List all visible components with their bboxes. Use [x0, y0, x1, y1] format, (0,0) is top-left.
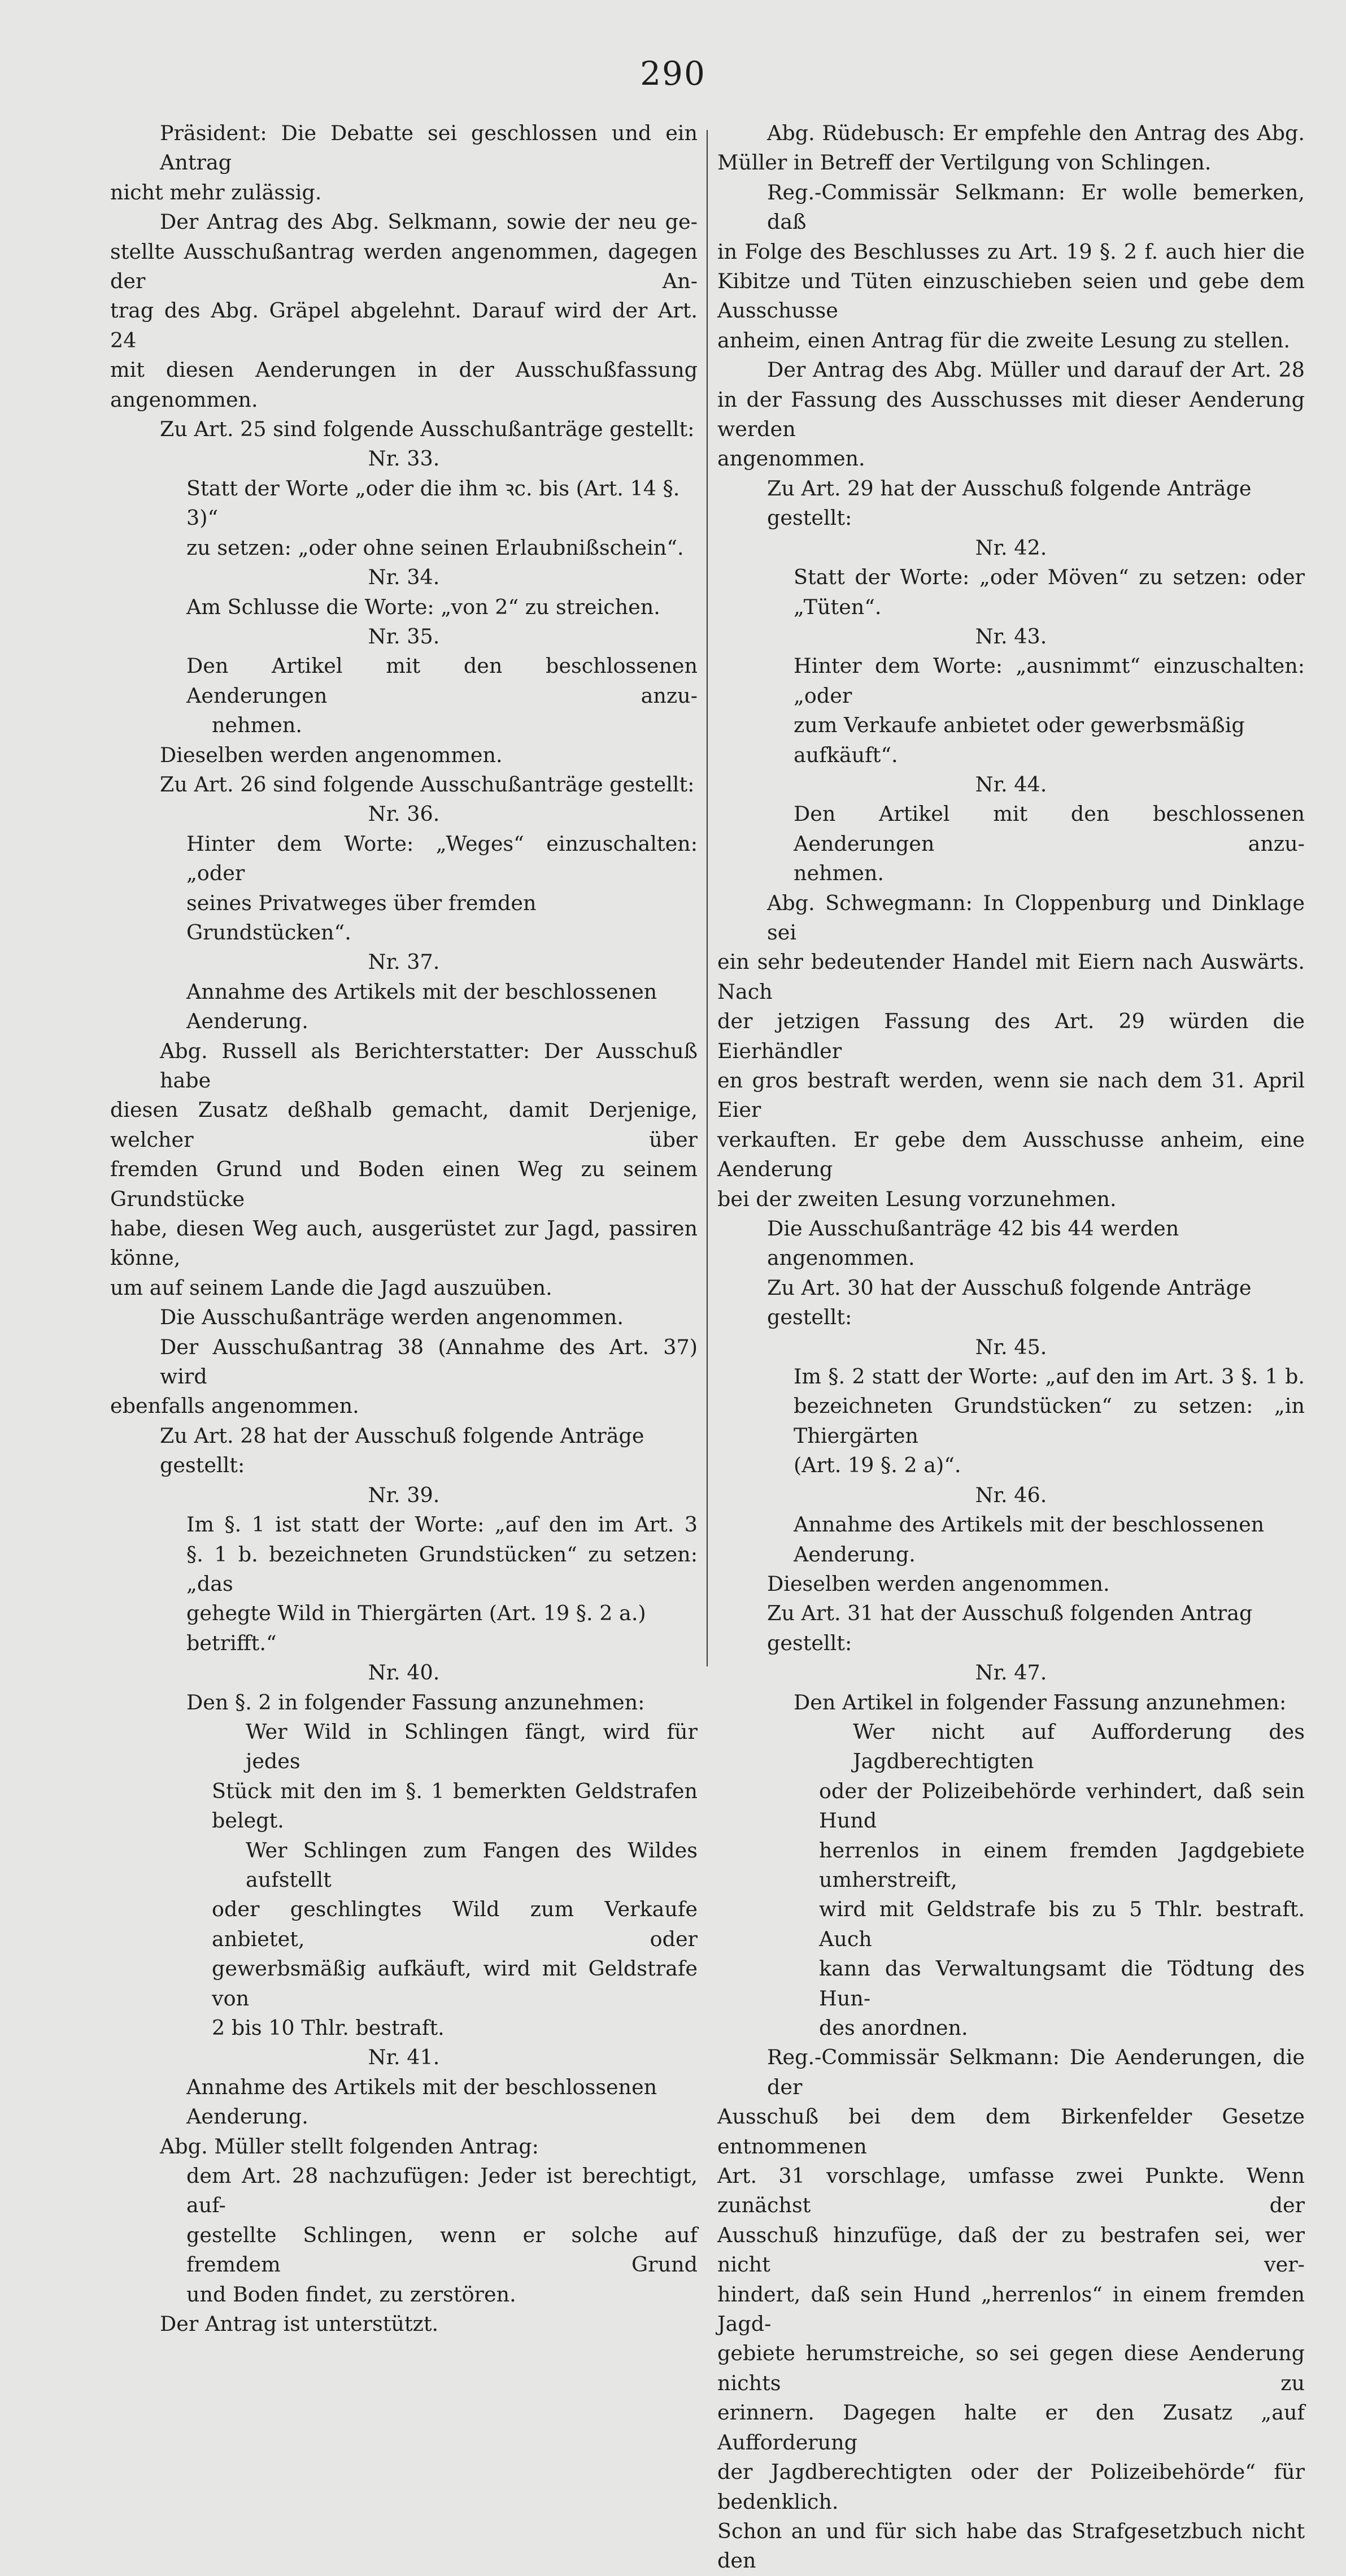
left-text-line: nicht mehr zulässig.	[110, 180, 322, 204]
right-text-line: Nr. 44.	[975, 772, 1047, 797]
right-text-line: Zu Art. 29 hat der Ausschuß folgende Anträge gestellt:	[767, 476, 1252, 530]
left-text-line: Präsident: Die Debatte sei geschlossen und ein Antrag	[160, 121, 698, 175]
right-text-line: Reg.-Commissär Selkmann: Er wolle bemerken, daß	[767, 180, 1305, 234]
right-text-line: Statt der Worte: „oder Möven“ zu setzen: oder	[794, 565, 1305, 590]
right-text-line: en gros bestraft werden, wenn sie nach dem 31. April Eier	[717, 1068, 1305, 1122]
left-text-line: 2 bis 10 Thlr. bestraft.	[212, 2016, 445, 2040]
right-text-line: erinnern. Dagegen halte er den Zusatz „auf Aufforderung	[717, 2400, 1305, 2455]
right-text-line: Die Ausschußanträge 42 bis 44 werden angenommen.	[767, 1216, 1179, 1270]
left-text-line: Annahme des Artikels mit der beschlossenen Aenderung.	[186, 979, 657, 1034]
right-text-line: kann das Verwaltungsamt die Tödtung des Hun-	[819, 1956, 1305, 2011]
right-text-line: Schon an und für sich habe das Strafgesetzbuch nicht den	[717, 2518, 1305, 2573]
right-text-line: Annahme des Artikels mit der beschlossenen Aenderung.	[794, 1512, 1265, 1567]
left-text-line: Nr. 33.	[368, 446, 440, 471]
right-text-line: Den Artikel in folgender Fassung anzunehmen:	[794, 1690, 1287, 1715]
right-text-line: bei der zweiten Lesung vorzunehmen.	[717, 1186, 1117, 1211]
right-text-line: Nr. 46.	[975, 1482, 1047, 1507]
right-text-line: wird mit Geldstrafe bis zu 5 Thlr. bestraft. Auch	[819, 1897, 1305, 1951]
left-text-line: Annahme des Artikels mit der beschlossenen Aenderung.	[186, 2074, 657, 2129]
left-text-line: Nr. 36.	[368, 802, 440, 826]
right-text-line: Dieselben werden angenommen.	[767, 1571, 1110, 1596]
left-text-line: und Boden findet, zu zerstören.	[186, 2282, 516, 2307]
left-text-line: Abg. Müller stellt folgenden Antrag:	[160, 2134, 539, 2159]
right-text-line: gebiete herumstreiche, so sei gegen diese Aenderung nichts zu	[717, 2341, 1305, 2395]
page-number: 290	[640, 54, 706, 93]
right-text-line: bezeichneten Grundstücken“ zu setzen: „in Thiergärten	[794, 1394, 1305, 1448]
right-text-line: Abg. Schwegmann: In Cloppenburg und Dinklage sei	[767, 890, 1305, 945]
right-text-line: Nr. 47.	[975, 1660, 1047, 1685]
right-text-line: Im §. 2 statt der Worte: „auf den im Art. 3 §. 1 b.	[794, 1364, 1305, 1389]
right-text-line: Zu Art. 31 hat der Ausschuß folgenden Antrag gestellt:	[767, 1601, 1253, 1655]
left-text-line: Die Ausschußanträge werden angenommen.	[160, 1305, 624, 1330]
left-text-line: habe, diesen Weg auch, ausgerüstet zur Jagd, passiren könne,	[110, 1216, 698, 1270]
left-text-line: mit diesen Aenderungen in der Ausschußfassung angenommen.	[110, 358, 698, 412]
right-text-line: anheim, einen Antrag für die zweite Lesung zu stellen.	[717, 328, 1290, 353]
right-text-line: verkauften. Er gebe dem Ausschusse anheim, eine Aenderung	[717, 1127, 1305, 1182]
left-text-line: Dieselben werden angenommen.	[160, 742, 503, 767]
right-text-line: Nr. 45.	[975, 1334, 1047, 1359]
left-text-line: stellte Ausschußantrag werden angenommen, dagegen der An-	[110, 239, 698, 294]
right-text-line: Wer nicht auf Aufforderung des Jagdberechtigten	[853, 1719, 1305, 1774]
right-text-line: Müller in Betreff der Vertilgung von Schlingen.	[717, 150, 1212, 175]
right-column	[717, 119, 1305, 2576]
right-text-line: Reg.-Commissär Selkmann: Die Aenderungen, die der	[767, 2045, 1305, 2099]
left-text-line: Zu Art. 25 sind folgende Ausschußanträge gestellt:	[160, 417, 695, 442]
left-text-line: diesen Zusatz deßhalb gemacht, damit Derjenige, welcher über	[110, 1098, 698, 1152]
left-text-line: Zu Art. 28 hat der Ausschuß folgende Anträge gestellt:	[160, 1423, 644, 1478]
left-text-line: gehegte Wild in Thiergärten (Art. 19 §. 2 a.) betrifft.“	[186, 1601, 646, 1655]
left-text-line: Den Artikel mit den beschlossenen Aenderungen anzu-	[186, 654, 698, 708]
right-text-line: „Tüten“.	[794, 594, 882, 619]
left-text-line: trag des Abg. Gräpel abgelehnt. Darauf wird der Art. 24	[110, 298, 698, 353]
left-text-line: Statt der Worte „oder die ihm ꝛc. bis (Art. 14 §. 3)“	[186, 476, 680, 530]
left-text-line: §. 1 b. bezeichneten Grundstücken“ zu setzen: „das	[186, 1542, 698, 1596]
left-text-line: Nr. 34.	[368, 565, 440, 590]
right-text-line: Nr. 43.	[975, 624, 1047, 649]
right-text-line: oder der Polizeibehörde verhindert, daß sein Hund	[819, 1778, 1305, 1833]
left-text-line: Am Schlusse die Worte: „von 2“ zu streichen.	[186, 594, 660, 619]
right-text-line: des anordnen.	[819, 2016, 968, 2040]
left-text-line: Den §. 2 in folgender Fassung anzunehmen:	[186, 1690, 645, 1715]
left-text-line: Der Ausschußantrag 38 (Annahme des Art. 37) wird	[160, 1334, 698, 1389]
left-text-line: Nr. 35.	[368, 624, 440, 649]
right-text-line: Zu Art. 30 hat der Ausschuß folgende Anträge gestellt:	[767, 1275, 1252, 1330]
left-text-line: Nr. 41.	[368, 2045, 440, 2070]
left-text-line: Der Antrag des Abg. Selkmann, sowie der neu ge-	[160, 210, 698, 234]
right-text-line: (Art. 19 §. 2 a)“.	[794, 1453, 961, 1478]
left-text-line: Wer Schlingen zum Fangen des Wildes aufstellt	[246, 1838, 698, 1892]
right-text-line: angenommen.	[717, 446, 865, 471]
left-text-line: belegt.	[212, 1808, 284, 1833]
right-text-line: Kibitze und Tüten einzuschieben seien und gebe dem Ausschusse	[717, 269, 1305, 323]
left-text-line: Stück mit den im §. 1 bemerkten Geldstrafen	[212, 1778, 698, 1803]
column-divider	[707, 130, 708, 1666]
left-column	[110, 119, 698, 2339]
right-text-line: zum Verkaufe anbietet oder gewerbsmäßig aufkäuft“.	[794, 713, 1245, 767]
right-text-line: Hinter dem Worte: „ausnimmt“ einzuschalten: „oder	[794, 654, 1305, 708]
right-text-line: herrenlos in einem fremden Jagdgebiete umherstreift,	[819, 1838, 1305, 1892]
right-text-line: der jetzigen Fassung des Art. 29 würden die Eierhändler	[717, 1009, 1305, 1063]
right-text-line: hindert, daß sein Hund „herrenlos“ in einem fremden Jagd-	[717, 2282, 1305, 2336]
left-text-line: Zu Art. 26 sind folgende Ausschußanträge gestellt:	[160, 772, 695, 797]
left-text-line: Abg. Russell als Berichterstatter: Der Ausschuß habe	[160, 1038, 698, 1093]
left-text-line: Wer Wild in Schlingen fängt, wird für jedes	[246, 1719, 698, 1774]
right-text-line: Abg. Rüdebusch: Er empfehle den Antrag des Abg.	[767, 121, 1305, 145]
left-text-line: Nr. 37.	[368, 950, 440, 974]
right-text-line: der Jagdberechtigten oder der Polizeibehörde“ für bedenklich.	[717, 2460, 1305, 2514]
left-text-line: gestellte Schlingen, wenn er solche auf fremdem Grund	[186, 2222, 698, 2277]
right-text-line: in Folge des Beschlusses zu Art. 19 §. 2 f. auch hier die	[717, 239, 1305, 264]
right-text-line: Den Artikel mit den beschlossenen Aenderungen anzu-	[794, 802, 1305, 856]
left-text-line: ebenfalls angenommen.	[110, 1394, 359, 1418]
right-text-line: nehmen.	[794, 861, 884, 886]
right-text-line: Der Antrag des Abg. Müller und darauf der Art. 28	[767, 358, 1305, 382]
left-text-line: um auf seinem Lande die Jagd auszuüben.	[110, 1275, 552, 1300]
left-text-line: zu setzen: „oder ohne seinen Erlaubnißschein“.	[186, 535, 684, 560]
left-text-line: dem Art. 28 nachzufügen: Jeder ist berechtigt, auf-	[186, 2164, 698, 2218]
right-text-line: Art. 31 vorschlage, umfasse zwei Punkte. Wenn zunächst der	[717, 2164, 1305, 2218]
left-text-line: oder geschlingtes Wild zum Verkaufe anbietet, oder	[212, 1897, 698, 1951]
right-text-line: ein sehr bedeutender Handel mit Eiern nach Auswärts. Nach	[717, 950, 1305, 1004]
right-text-line: Nr. 42.	[975, 535, 1047, 560]
right-text-line: in der Fassung des Ausschusses mit dieser Aenderung werden	[717, 387, 1305, 442]
left-text-line: Im §. 1 ist statt der Worte: „auf den im Art. 3	[186, 1512, 698, 1537]
left-text-line: gewerbsmäßig aufkäuft, wird mit Geldstrafe von	[212, 1956, 698, 2011]
left-text-line: nehmen.	[212, 713, 302, 738]
left-text-line: fremden Grund und Boden einen Weg zu seinem Grundstücke	[110, 1157, 698, 1211]
left-text-line: Nr. 40.	[368, 1660, 440, 1685]
right-text-line: Ausschuß bei dem dem Birkenfelder Gesetze entnommenen	[717, 2104, 1305, 2159]
left-text-line: Hinter dem Worte: „Weges“ einzuschalten: „oder	[186, 831, 698, 886]
left-text-line: Der Antrag ist unterstützt.	[160, 2312, 439, 2336]
left-text-line: Nr. 39.	[368, 1482, 440, 1507]
left-text-line: seines Privatweges über fremden Grundstücken“.	[186, 890, 537, 945]
right-text-line: Ausschuß hinzufüge, daß der zu bestrafen sei, wer nicht ver-	[717, 2222, 1305, 2277]
